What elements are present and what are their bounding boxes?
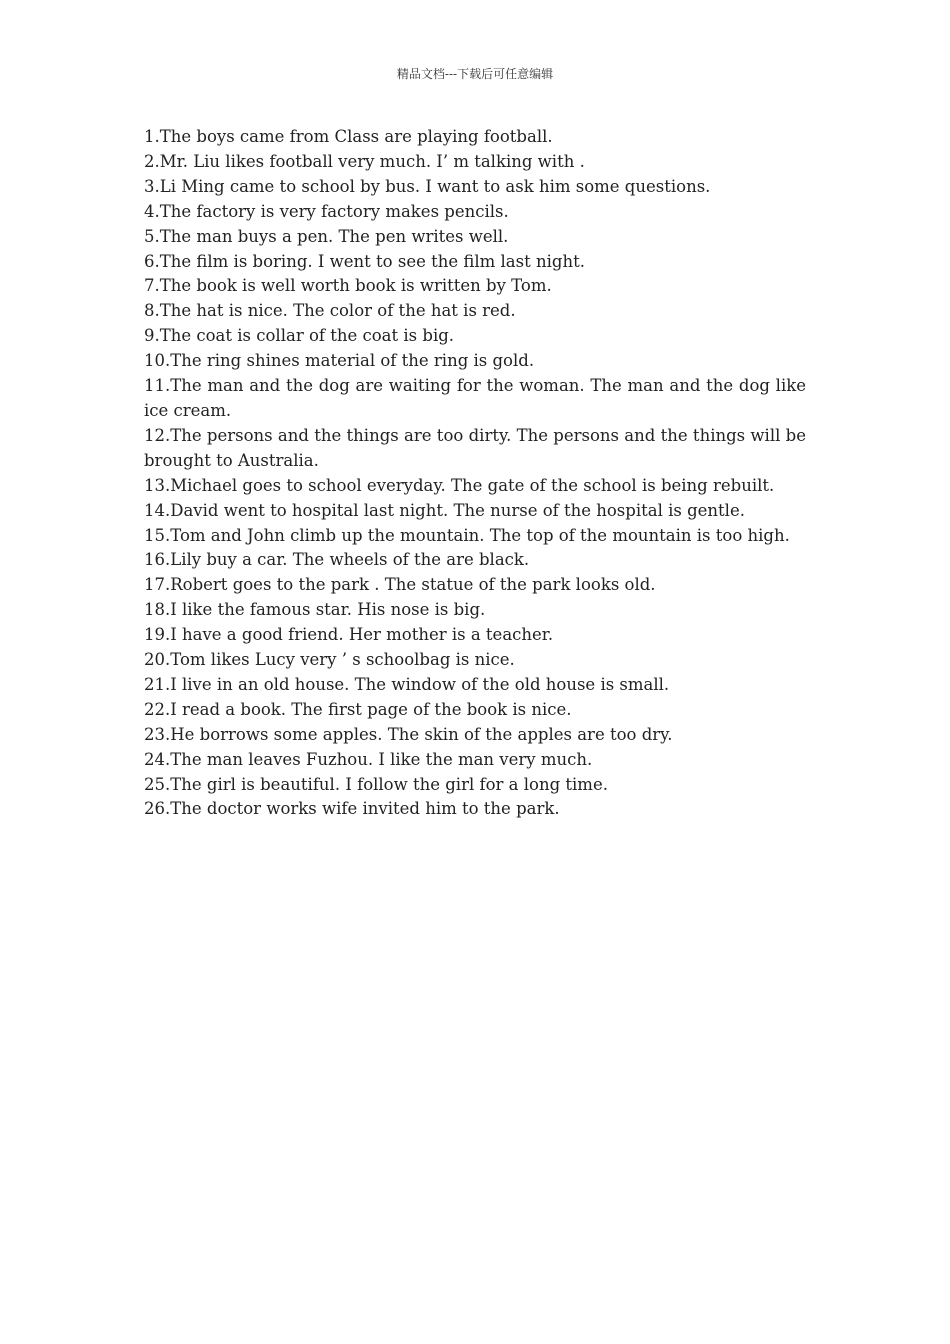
exercise-item-3: 3.Li Ming came to school by bus. I want to ask him some questions. xyxy=(144,176,711,196)
exercise-item-20: 20.Tom likes Lucy very ’ s schoolbag is nice. xyxy=(144,650,515,670)
exercise-item-6: 6.The film is boring. I went to see the film last night. xyxy=(144,251,585,271)
exercise-item-26: 26.The doctor works wife invited him to the park. xyxy=(144,799,560,819)
exercise-item-24: 24.The man leaves Fuzhou. I like the man very much. xyxy=(144,749,593,769)
exercise-item-9: 9.The coat is collar of the coat is big. xyxy=(144,326,455,346)
exercise-item-23: 23.He borrows some apples. The skin of the apples are too dry. xyxy=(144,724,673,744)
exercise-item-14: 14.David went to hospital last night. The nurse of the hospital is gentle. xyxy=(144,500,745,520)
exercise-item-7: 7.The book is well worth book is written by Tom. xyxy=(144,276,552,296)
exercise-item-5: 5.The man buys a pen. The pen writes well. xyxy=(144,226,509,246)
exercise-item-22: 22.I read a book. The first page of the book is nice. xyxy=(144,699,572,719)
exercise-list xyxy=(144,125,806,822)
exercise-item-21: 21.I live in an old house. The window of the old house is small. xyxy=(144,674,670,694)
exercise-item-11: 11.The man and the dog are waiting for the woman. The man and the dog like ice cream. xyxy=(144,376,806,420)
exercise-item-12: 12.The persons and the things are too dirty. The persons and the things will be brought to Australia. xyxy=(144,425,806,470)
exercise-item-10: 10.The ring shines material of the ring is gold. xyxy=(144,351,535,371)
exercise-item-18: 18.I like the famous star. His nose is big. xyxy=(144,600,486,620)
exercise-item-8: 8.The hat is nice. The color of the hat is red. xyxy=(144,301,516,321)
exercise-item-19: 19.I have a good friend. Her mother is a teacher. xyxy=(144,625,554,645)
exercise-item-4: 4.The factory is very factory makes pencils. xyxy=(144,201,509,221)
exercise-item-17: 17.Robert goes to the park . The statue of the park looks old. xyxy=(144,575,656,595)
page-header: 精品文档---下载后可任意编辑 xyxy=(396,67,554,81)
exercise-item-16: 16.Lily buy a car. The wheels of the are black. xyxy=(144,550,530,570)
exercise-item-13: 13.Michael goes to school everyday. The gate of the school is being rebuilt. xyxy=(144,475,775,495)
exercise-item-1: 1.The boys came from Class are playing football. xyxy=(144,127,553,146)
exercise-item-15: 15.Tom and John climb up the mountain. The top of the mountain is too high. xyxy=(144,525,790,545)
exercise-item-25: 25.The girl is beautiful. I follow the girl for a long time. xyxy=(144,774,608,794)
exercise-item-2: 2.Mr. Liu likes football very much. I’ m talking with . xyxy=(144,151,585,171)
